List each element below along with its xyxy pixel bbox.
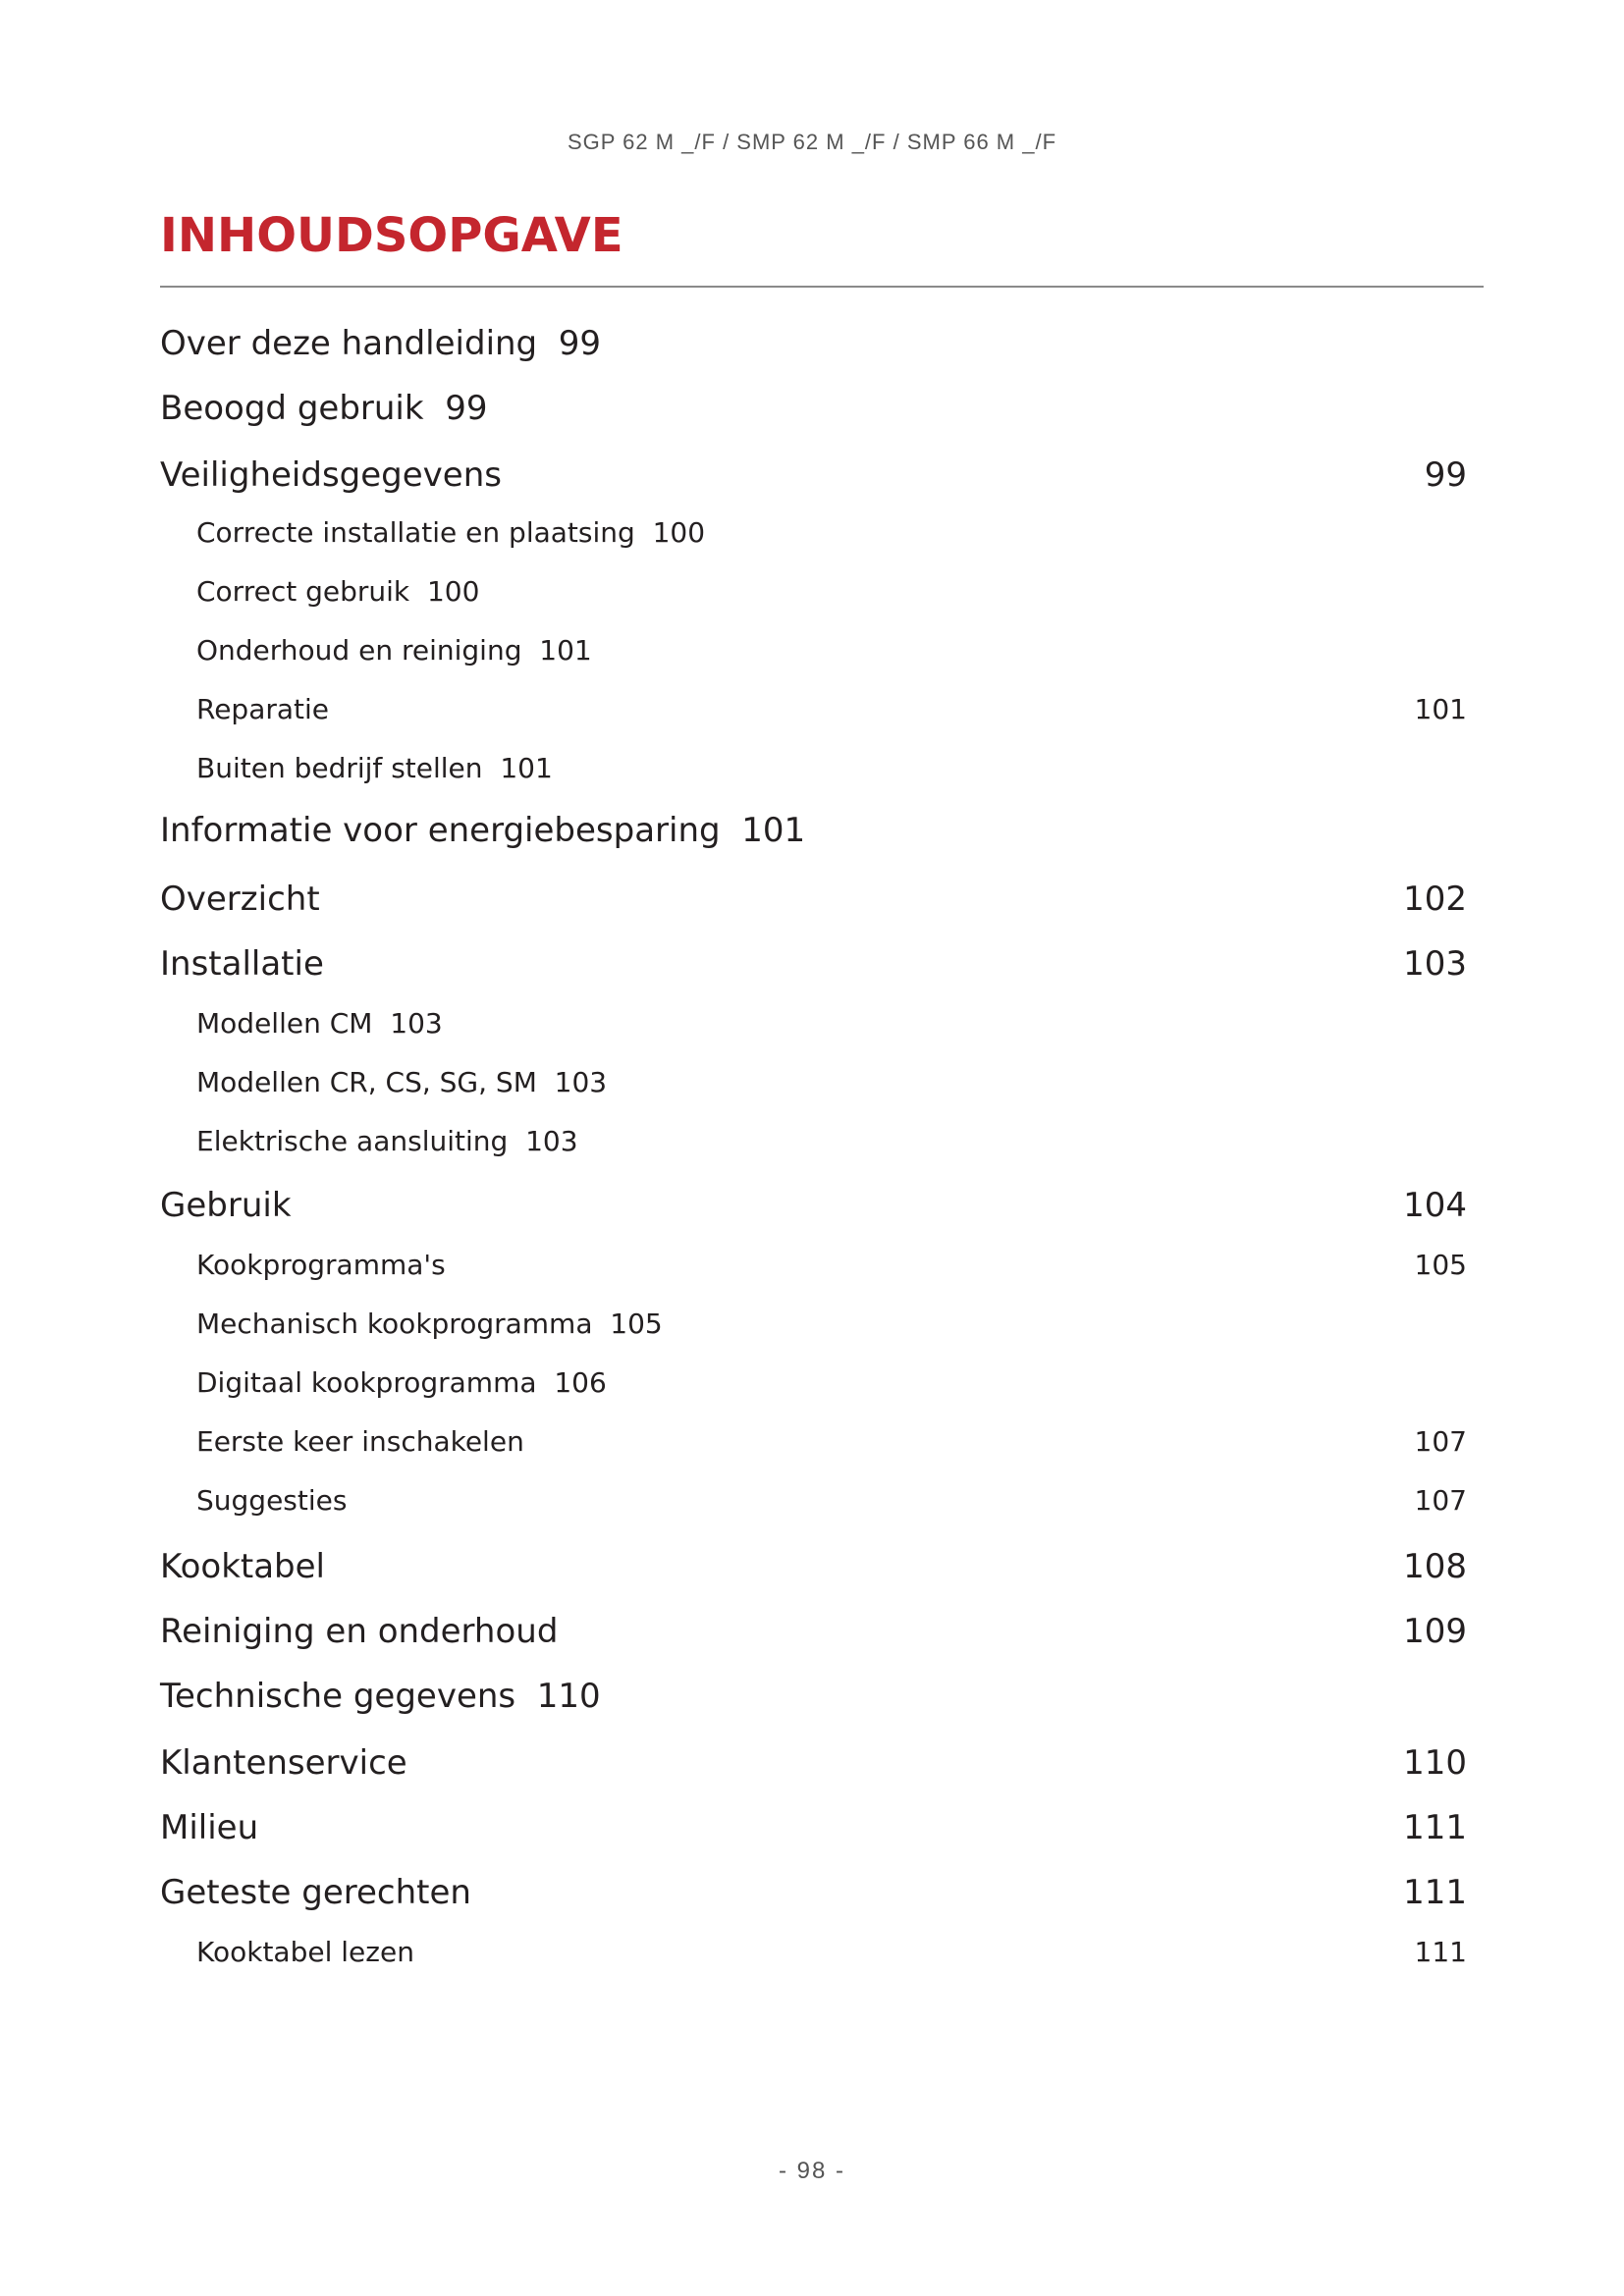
toc-entry-page-number: 103	[1403, 944, 1467, 984]
toc-entry-page-number: 99	[1424, 455, 1467, 495]
toc-entry-page-number: 101	[1414, 693, 1467, 725]
toc-entry-title: Beoogd gebruik 99	[160, 389, 488, 428]
toc-entry-page-number: 100	[426, 575, 480, 608]
toc-entry-title: Informatie voor energiebesparing 101	[160, 811, 806, 850]
toc-entry-page-number: 106	[554, 1366, 607, 1399]
toc-entry-page-number: 103	[390, 1007, 443, 1040]
toc-entry-page-number: 103	[525, 1125, 578, 1157]
toc-entry-title: Geteste gerechten	[160, 1873, 471, 1912]
toc-entry-title: Correct gebruik 100	[196, 575, 480, 608]
toc-entry-page-number: 102	[1403, 880, 1467, 919]
toc-entry-title: Eerste keer inschakelen	[196, 1425, 524, 1458]
page-title: INHOUDSOPGAVE	[160, 208, 623, 263]
toc-entry-page-number: 103	[554, 1066, 608, 1098]
toc-entry-title: Overzicht	[160, 880, 320, 919]
toc-entry-title: Correcte installatie en plaatsing 100	[196, 516, 706, 549]
page-number: - 98 -	[778, 2158, 845, 2184]
toc-entry-title: Technische gegevens 110	[160, 1677, 601, 1716]
toc-entry-title: Gebruik	[160, 1186, 292, 1225]
toc-entry-page-number: 99	[445, 389, 488, 428]
toc-entry-page-number: 104	[1403, 1186, 1467, 1225]
toc-entry-title: Milieu	[160, 1808, 259, 1847]
toc-entry-page-number: 100	[652, 516, 706, 549]
toc-entry-title: Kooktabel lezen	[196, 1936, 414, 1968]
toc-entry-page-number: 99	[558, 324, 602, 363]
toc-entry-page-number: 105	[1414, 1249, 1467, 1281]
toc-entry-title: Suggesties	[196, 1484, 348, 1517]
toc-entry-title: Mechanisch kookprogramma 105	[196, 1308, 663, 1340]
toc-entry-page-number: 110	[536, 1677, 601, 1716]
toc-entry-page-number: 105	[610, 1308, 663, 1340]
toc-entry-page-number: 101	[539, 634, 592, 667]
toc-entry-page-number: 107	[1414, 1425, 1467, 1458]
toc-entry-title: Modellen CR, CS, SG, SM 103	[196, 1066, 608, 1098]
toc-entry-title: Reiniging en onderhoud	[160, 1612, 559, 1651]
toc-entry-title: Onderhoud en reiniging 101	[196, 634, 592, 667]
toc-entry-title: Kooktabel	[160, 1547, 326, 1586]
toc-entry-title: Buiten bedrijf stellen 101	[196, 752, 553, 784]
toc-entry-page-number: 111	[1403, 1808, 1467, 1847]
toc-entry-page-number: 108	[1403, 1547, 1467, 1586]
toc-entry-page-number: 101	[741, 811, 806, 850]
toc-entry-page-number: 110	[1403, 1743, 1467, 1783]
toc-entry-title: Veiligheidsgegevens	[160, 455, 502, 495]
toc-entry-title: Modellen CM 103	[196, 1007, 443, 1040]
toc-entry-title: Installatie	[160, 944, 324, 984]
toc-entry-page-number: 111	[1403, 1873, 1467, 1912]
toc-entry-title: Digitaal kookprogramma 106	[196, 1366, 607, 1399]
toc-entry-page-number: 111	[1414, 1936, 1467, 1968]
toc-entry-title: Klantenservice	[160, 1743, 407, 1783]
toc-entry-title: Reparatie	[196, 693, 330, 725]
document-header: SGP 62 M _/F / SMP 62 M _/F / SMP 66 M _/F	[567, 130, 1057, 154]
toc-entry-page-number: 101	[500, 752, 553, 784]
toc-entry-page-number: 107	[1414, 1484, 1467, 1517]
toc-entry-title: Over deze handleiding 99	[160, 324, 602, 363]
toc-entry-title: Kookprogramma's	[196, 1249, 446, 1281]
toc-entry-title: Elektrische aansluiting 103	[196, 1125, 578, 1157]
toc-entry-page-number: 109	[1403, 1612, 1467, 1651]
